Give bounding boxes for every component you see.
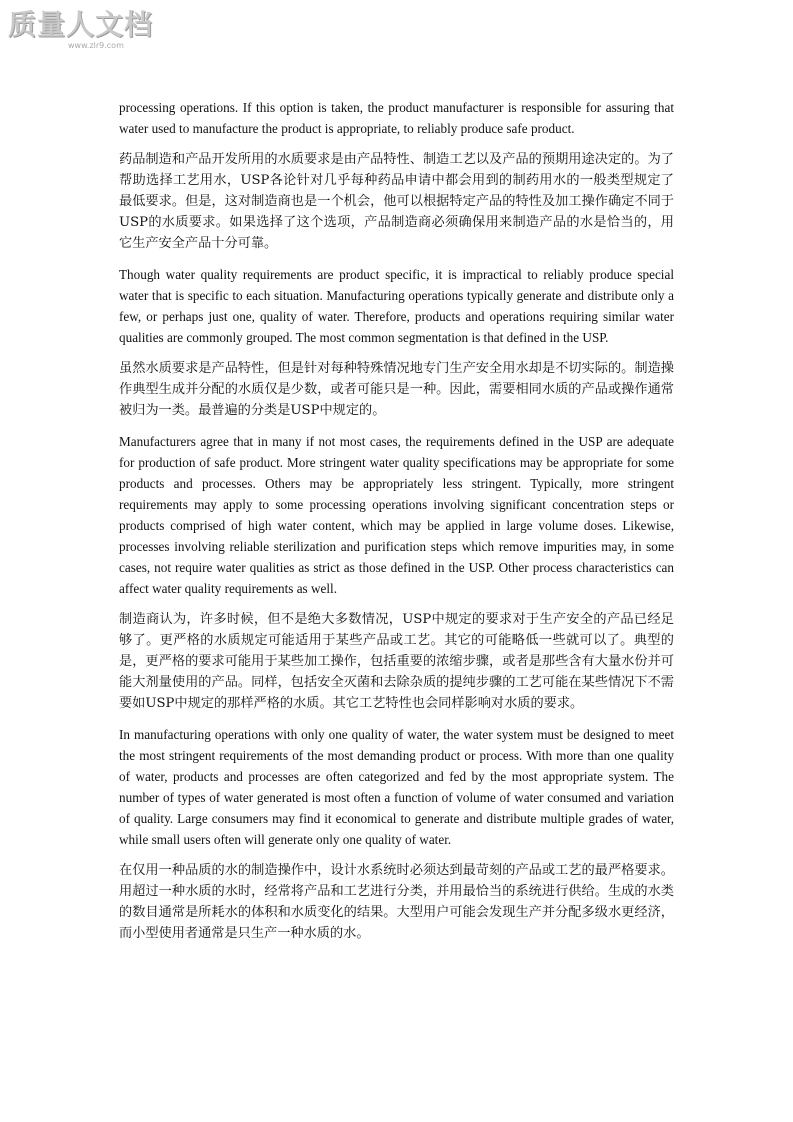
paragraph-zh-3: 制造商认为，许多时候，但不是绝大多数情况，USP中规定的要求对于生产安全的产品已经足够了。更严格的水质规定可能适用于某些产品或工艺。其它的可能略低一些就可以了。典型的是，更严格的要求可能用于某些加工操作，包括重要的浓缩步骤，或者是那些含有大量水份并可能大剂量使用的产品。同样，包括安全灭菌和去除杂质的提纯步骤的工艺可能在某些情况下不需要如USP中规定的那样严格的水质。其它工艺特性也会同样影响对水质的要求。 <box>119 612 674 711</box>
paragraph-en-3: Manufacturers agree that in many if not most cases, the requirements defined in the USP are adequate for production of safe product. More stringent water quality specifications may be appropriate for some products and processes. Others may be appropriately less stringent. Typically, more stringent requirements may apply to some processing operations involving significant concentration steps or products comprised of high water content, which may be applied in large volume doses. Likewise, processes involving reliable sterilization and purification steps which remove impurities may, in some cases, not require water qualities as strict as those defined in the USP. Other process characteristics can affect water quality requirements as well. <box>119 434 674 596</box>
logo-text: 质量人文档 <box>8 8 154 41</box>
logo-url: www.zlr9.com <box>68 41 124 50</box>
paragraph-zh-4: 在仅用一种品质的水的制造操作中，设计水系统时必须达到最苛刻的产品或工艺的最严格要求。用超过一种水质的水时，经常将产品和工艺进行分类，并用最恰当的系统进行供给。生成的水类的数目通常是所耗水的体积和水质变化的结果。大型用户可能会发现生产并分配多级水更经济，而小型使用者通常是只生产一种水质的水。 <box>119 863 674 941</box>
paragraph-en-4: In manufacturing operations with only one quality of water, the water system must be designed to meet the most stringent requirements of the most demanding product or process. With more than one quality of water, products and processes are often categorized and fed by the most appropriate system. The number of types of water generated is most often a function of volume of water consumed and variation of quality. Large consumers may find it economical to generate and distribute multiple grades of water, while small users often will generate only one quality of water. <box>119 727 674 847</box>
site-logo <box>8 8 158 54</box>
paragraph-en-2: Though water quality requirements are product specific, it is impractical to reliably produce special water that is specific to each situation. Manufacturing operations typically generate and distribute only a few, or perhaps just one, quality of water. Therefore, products and operations requiring similar water qualities are commonly grouped. The most common segmentation is that defined in the USP. <box>119 267 674 345</box>
paragraph-zh-1: 药品制造和产品开发所用的水质要求是由产品特性、制造工艺以及产品的预期用途决定的。为了帮助选择工艺用水，USP各论针对几乎每种药品申请中都会用到的制药用水的一般类型规定了最低要求。但是，这对制造商也是一个机会，他可以根据特定产品的特性及加工操作确定不同于USP的水质要求。如果选择了这个选项，产品制造商必须确保用来制造产品的水是恰当的，用它生产安全产品十分可靠。 <box>119 152 674 251</box>
paragraph-zh-2: 虽然水质要求是产品特性，但是针对每种特殊情况地专门生产安全用水却是不切实际的。制造操作典型生成并分配的水质仅是少数，或者可能只是一种。因此，需要相同水质的产品或操作通常被归为一类。最普遍的分类是USP中规定的。 <box>119 361 674 418</box>
paragraph-en-1: processing operations. If this option is taken, the product manufacturer is responsible for assuring that water used to manufacture the product is appropriate, to reliably produce safe product. <box>119 100 674 136</box>
document-body <box>119 97 674 954</box>
